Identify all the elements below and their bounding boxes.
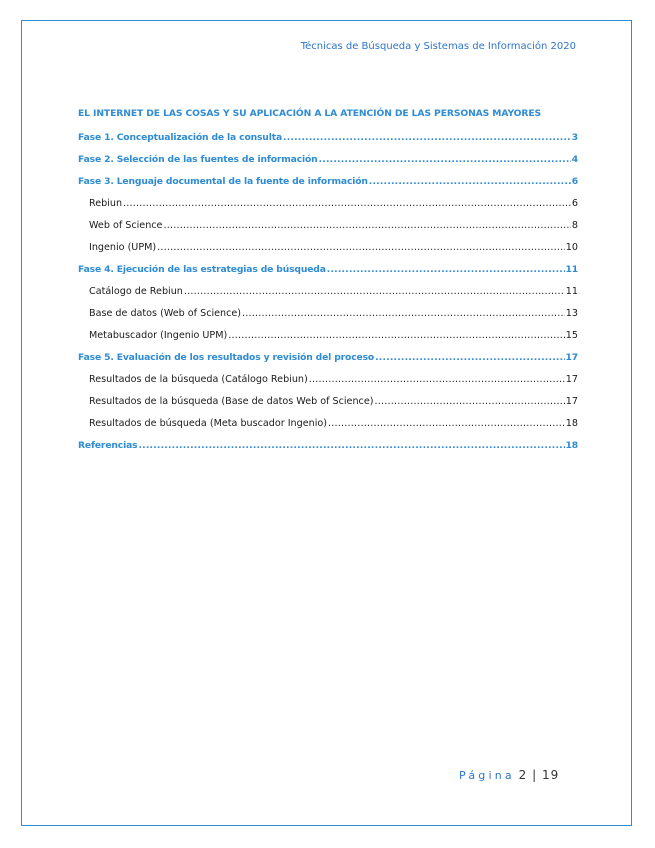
toc-entry-title: Resultados de la búsqueda (Catálogo Rebiun) [89, 374, 308, 385]
toc-entry-title: Resultados de la búsqueda (Base de datos Web of Science) [89, 396, 374, 407]
toc-entry-title: Catálogo de Rebiun [89, 286, 183, 297]
toc-leader-dots [328, 413, 565, 435]
toc-entry-title: Fase 2. Selección de las fuentes de información [78, 154, 318, 165]
toc-entry-title: Web of Science [89, 220, 163, 231]
toc-entry-page: 13 [565, 308, 578, 319]
toc-leader-dots [163, 215, 570, 237]
toc-leader-dots [283, 127, 571, 149]
toc-entry-page: 6 [571, 176, 578, 187]
toc-entry-title: Rebiun [89, 198, 123, 209]
toc-entry-title: Referencias [78, 440, 138, 451]
toc-entry-page: 11 [565, 286, 578, 297]
toc-entry-page: 6 [571, 198, 578, 209]
toc-leader-dots [309, 369, 565, 391]
toc-entry-level1[interactable] [78, 347, 578, 369]
toc-entry-page: 8 [571, 220, 578, 231]
toc-leader-dots [374, 391, 564, 413]
toc-entry-title: Ingenio (UPM) [89, 242, 157, 253]
toc-entry-level1[interactable] [78, 435, 578, 457]
toc-entry-level2[interactable] [78, 237, 578, 259]
toc-entry-page: 17 [565, 352, 578, 363]
toc-entry-level2[interactable] [78, 413, 578, 435]
toc-entry-title: Metabuscador (Ingenio UPM) [89, 330, 228, 341]
toc-leader-dots [369, 171, 571, 193]
toc-entry-page: 4 [571, 154, 578, 165]
toc-entry-level2[interactable] [78, 193, 578, 215]
toc-entry-page: 17 [565, 374, 578, 385]
toc-entry-level1[interactable] [78, 171, 578, 193]
toc-entry-level2[interactable] [78, 369, 578, 391]
toc-leader-dots [375, 347, 564, 369]
toc-entry-level2[interactable] [78, 325, 578, 347]
page-header: Técnicas de Búsqueda y Sistemas de Información 2020 [300, 41, 576, 52]
toc-entry-title: Resultados de búsqueda (Meta buscador Ingenio) [89, 418, 327, 429]
toc-leader-dots [123, 193, 571, 215]
toc-entry-level2[interactable] [78, 303, 578, 325]
toc-leader-dots [242, 303, 565, 325]
toc-entry-level2[interactable] [78, 391, 578, 413]
toc-entry-level1[interactable] [78, 127, 578, 149]
toc-entry-page: 10 [565, 242, 578, 253]
toc-entry-level1[interactable] [78, 149, 578, 171]
toc-entry-title: Base de datos (Web of Science) [89, 308, 242, 319]
toc-entry-level2[interactable] [78, 281, 578, 303]
toc-entry-page: 15 [565, 330, 578, 341]
toc-entry-page: 11 [565, 264, 578, 275]
page-footer [459, 768, 559, 782]
toc-entry-title: Fase 1. Conceptualización de la consulta [78, 132, 282, 143]
toc-entry-level1[interactable] [78, 259, 578, 281]
toc-entry-page: 17 [565, 396, 578, 407]
toc-entry-page: 18 [565, 418, 578, 429]
page-word: Página [459, 769, 515, 782]
toc-leader-dots [184, 281, 565, 303]
toc-leader-dots [157, 237, 565, 259]
toc-leader-dots [228, 325, 565, 347]
toc-leader-dots [138, 435, 564, 457]
toc-entry-title: Fase 5. Evaluación de los resultados y revisión del proceso [78, 352, 375, 363]
toc-entries [78, 127, 578, 457]
toc-entry-page: 18 [565, 440, 578, 451]
toc-leader-dots [319, 149, 571, 171]
page-number: 2 | 19 [518, 768, 560, 782]
toc-entry-title: Fase 4. Ejecución de las estrategias de búsqueda [78, 264, 326, 275]
toc-leader-dots [327, 259, 565, 281]
toc-entry-level2[interactable] [78, 215, 578, 237]
toc-entry-title: Fase 3. Lenguaje documental de la fuente de información [78, 176, 368, 187]
toc-entry-page: 3 [571, 132, 578, 143]
toc-heading: EL INTERNET DE LAS COSAS Y SU APLICACIÓN A LA ATENCIÓN DE LAS PERSONAS MAYORES [78, 108, 542, 119]
table-of-contents [78, 105, 578, 457]
